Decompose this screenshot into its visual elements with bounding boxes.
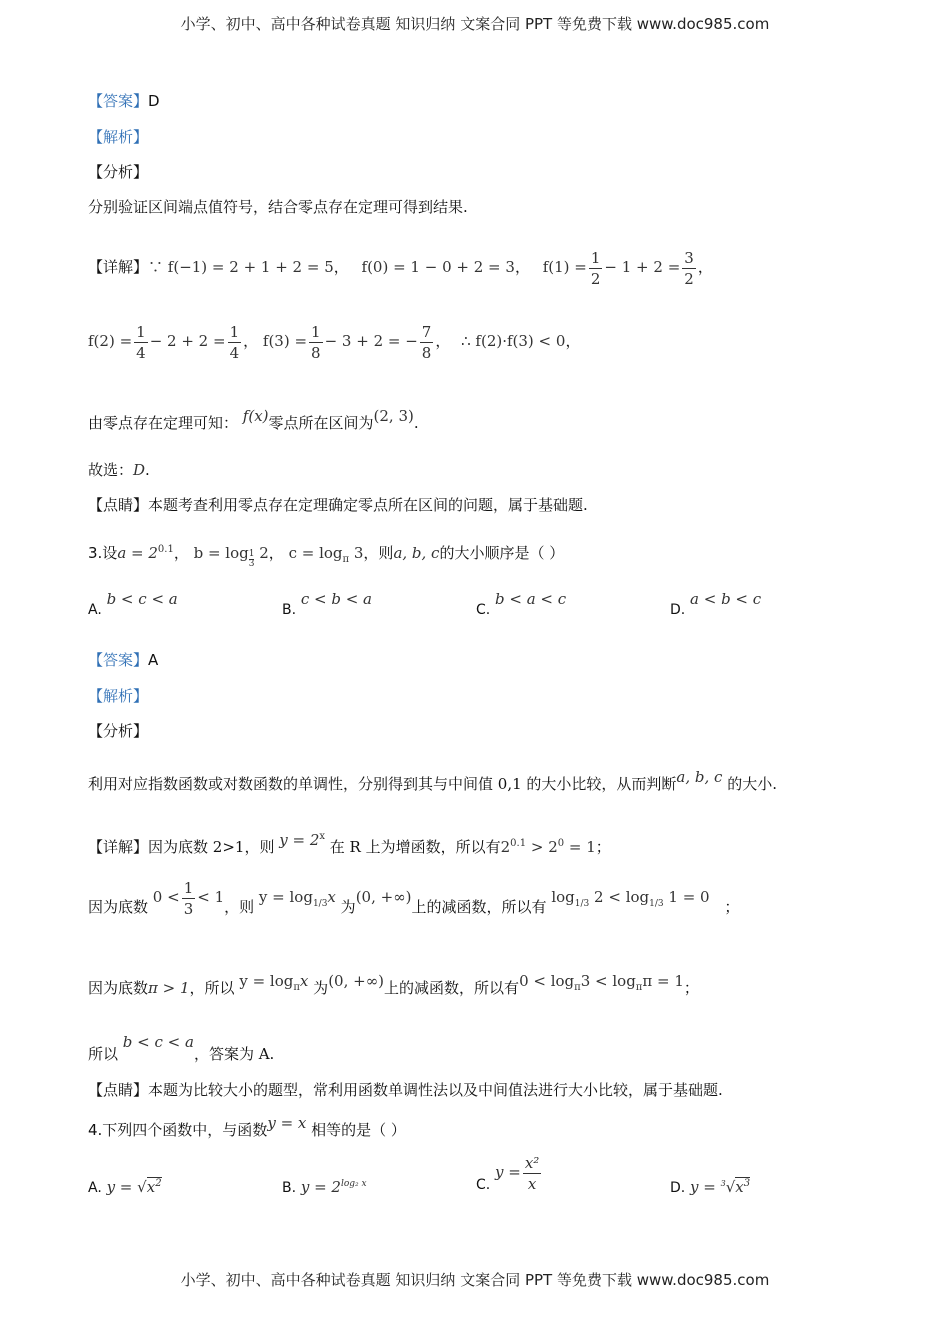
f2-mid: − 2 + 2 = <box>149 332 226 350</box>
abc-vars: a, b, c <box>393 544 440 562</box>
d4-text-a: 所以 <box>88 1045 119 1063</box>
c-def: c = log <box>288 544 343 562</box>
frac-seveneighth: $\frac{7}{8}$ <box>421 322 432 362</box>
answer-value: A <box>148 651 159 669</box>
q3-option-b[interactable] <box>282 590 372 618</box>
jiexi-tag: 【解析】 <box>88 128 149 146</box>
zero-text-a: 由零点存在定理可知： <box>88 414 239 432</box>
stem-tail-a: ，则 <box>363 544 394 562</box>
q2-fenxi-tag <box>88 161 148 183</box>
page-header: 小学、初中、高中各种试卷真题 知识归纳 文案合同 PPT 等免费下载 www.doc985.com <box>180 15 770 33</box>
d2-text-c: 为 <box>340 898 356 916</box>
d2-func: $y = \log_{1/3}x$ <box>258 888 336 909</box>
q4-option-c[interactable] <box>476 1152 543 1205</box>
option-label: D. <box>670 1180 686 1196</box>
answer-value: D <box>148 92 160 110</box>
d3-text-c: 为 <box>313 979 329 997</box>
option-expr: $y = ^3√x^3$ <box>690 1178 751 1196</box>
d2-text-b: ，则 <box>224 898 255 916</box>
option-expr: a < b < c <box>690 590 762 608</box>
xiangjie-tag: 【详解】 <box>88 258 149 276</box>
q2-answer-line <box>88 90 160 112</box>
d4-expr: b < c < a <box>122 1033 194 1051</box>
d4-text-b: ，答案为 A. <box>193 1045 275 1063</box>
xiangjie-tag: 【详解】 <box>88 838 149 856</box>
d3-text-b: ，所以 <box>189 979 235 997</box>
d1-text-a: 因为底数 2>1，则 <box>148 838 275 856</box>
q3-stem: 3.设$a = 2^{0.1}$， b = log $_{\frac{1}{3}}$ 2， $c = \log_\pi 3$，则a, b, c的大小顺序是（ ） <box>88 544 565 569</box>
jiexi-tag: 【解析】 <box>88 687 149 705</box>
f3-mid: − 3 + 2 = − <box>324 332 418 350</box>
q4-stem-a: 4.下列四个函数中，与函数 <box>88 1121 268 1139</box>
q3-dianjing-line <box>88 1079 723 1101</box>
q2-choose-line: 故选：D. <box>88 461 150 479</box>
d1-func: $y = 2^x$ <box>279 831 325 849</box>
fenxi-text-a: 利用对应指数函数或对数函数的单调性，分别得到其与中间值 0,1 的大小比较，从而判断 <box>88 775 677 793</box>
option-label: C. <box>476 1177 491 1193</box>
fenxi-tag: 【分析】 <box>88 163 149 181</box>
d1-text-b: 在 R 上为增函数，所以有 <box>329 838 501 856</box>
abc-vars: a, b, c <box>676 768 723 786</box>
q3-detail-4 <box>88 1022 274 1062</box>
frac-eighth: $\frac{1}{8}$ <box>311 322 321 362</box>
d2-text-a: 因为底数 <box>88 898 149 916</box>
frac-half: $\frac{1}{2}$ <box>590 248 601 288</box>
option-expr: $y = 2^{log_2 x}$ <box>300 1178 367 1196</box>
q4-stem <box>88 1112 406 1141</box>
q3-fenxi-tag <box>88 720 148 742</box>
interval-2-3: (2, 3) <box>373 407 414 425</box>
answer-tag: 【答案】 <box>88 651 149 669</box>
f1-mid: − 1 + 2 = <box>604 258 681 276</box>
c-base: π <box>342 554 350 565</box>
d2-log-ineq: $\log_{1/3} 2 < \log_{1/3} 1 = 0$ <box>551 888 710 909</box>
option-label: A. <box>88 1180 102 1196</box>
dianjing-tag: 【点睛】 <box>88 1081 149 1099</box>
zero-text-b: 零点所在区间为 <box>268 414 374 432</box>
fenxi-text-b: 的大小. <box>727 775 777 793</box>
b-base: 1 3 <box>248 549 255 569</box>
q4-option-d[interactable] <box>670 1164 750 1208</box>
option-label: D. <box>670 602 686 618</box>
stem-tail-b: 的大小顺序是（ ） <box>439 544 565 562</box>
dianjing-text: 本题考查利用零点存在定理确定零点所在区间的问题，属于基础题. <box>148 496 588 514</box>
d1-ineq: $2^{0.1} > 2^0 = 1$ <box>500 838 596 856</box>
d3-text-a: 因为底数 <box>88 979 149 997</box>
q3-detail-1: 【详解】因为底数 2>1，则 $y = 2^x$ 在 R 上为增函数，所以有$2^{0.1} > 2^0 = 1$； <box>88 831 611 856</box>
d3-func: $y = \log_\pi x$ <box>239 972 309 993</box>
page-footer: 小学、初中、高中各种试卷真题 知识归纳 文案合同 PPT 等免费下载 www.doc985.com <box>180 1271 770 1289</box>
d2-text-d: 上的减函数，所以有 <box>411 898 547 916</box>
dianjing-tag: 【点睛】 <box>88 496 149 514</box>
b-def: b = log <box>193 544 249 562</box>
q3-option-a[interactable] <box>88 590 178 618</box>
q4-stem-b: 相等的是（ ） <box>311 1121 406 1139</box>
q4-option-a[interactable] <box>88 1164 162 1208</box>
c-def-group <box>288 544 364 565</box>
f0-expr: f(0) = 1 − 0 + 2 = 3 <box>361 258 515 276</box>
q2-dianjing-line <box>88 494 588 516</box>
q4-stem-func: y = x <box>267 1114 307 1132</box>
q3-option-c[interactable] <box>476 590 566 618</box>
d3-interval: (0, +∞) <box>328 972 385 990</box>
f-neg1-expr: ∵ f(−1) = 2 + 1 + 2 = 5 <box>148 258 334 276</box>
choose-text: 故选： <box>88 461 134 479</box>
option-label: C. <box>476 602 491 618</box>
a-exp: 0.1 <box>157 544 174 555</box>
frac-quarter: $\frac{1}{4}$ <box>136 322 146 362</box>
q4-option-b[interactable] <box>282 1164 367 1208</box>
answer-tag: 【答案】 <box>88 92 149 110</box>
q2-detail-line2: f(2) = $\frac{1}{4}$ − 2 + 2 = $\frac{1}{4}$ ， f(3) = $\frac{1}{8}$ − 3 + 2 = − $\frac{7}{8}$ ， ∴ f(2)·f(3) < 0， <box>88 322 581 362</box>
d3-ineq: $0 < \log_\pi 3 < \log_\pi\pi = 1$ <box>519 972 684 993</box>
b-arg: 2 <box>259 544 269 562</box>
option-expr: $y = √x^2$ <box>106 1178 162 1196</box>
q3-jiexi-tag <box>88 685 148 707</box>
q2-fenxi-text: 分别验证区间端点值符号，结合零点存在定理可得到结果. <box>88 198 468 216</box>
option-label: A. <box>88 602 102 618</box>
option-label: B. <box>282 1180 297 1196</box>
option-expr: c < b < a <box>300 590 372 608</box>
fx-expr: f(x) <box>242 407 269 425</box>
d3-pi: π > 1 <box>148 979 190 997</box>
option-expr: b < c < a <box>106 590 178 608</box>
d2-ineq: 0 < $\frac{1}{3}$ < 1 <box>152 878 225 918</box>
f2-lead: f(2) = <box>88 332 133 350</box>
d2-interval: (0, +∞) <box>355 888 412 906</box>
q2-detail-line1: 【详解】∵ f(−1) = 2 + 1 + 2 = 5， f(0) = 1 − 0 + 2 = 3， f(1) = $\frac{1}{2}$ − 1 + 2 = $\frac{3}{2}$ ， <box>88 248 713 288</box>
f1-lead: f(1) = <box>542 258 587 276</box>
choose-value: D <box>133 461 146 479</box>
d3-text-d: 上的减函数，所以有 <box>384 979 520 997</box>
b-def-group <box>193 544 269 569</box>
q2-jiexi-tag <box>88 126 148 148</box>
q3-answer-line <box>88 649 158 671</box>
frac-quarter-2: $\frac{1}{4}$ <box>229 322 240 362</box>
q3-number: 3.设 <box>88 544 118 562</box>
option-expr: y = $\frac{\text{x²}}{x}$ <box>495 1153 540 1193</box>
frac-threehalf: $\frac{3}{2}$ <box>684 248 694 288</box>
q3-fenxi-text <box>88 766 777 795</box>
q3-detail-2: 因为底数 0 < $\frac{1}{3}$ < 1，则 $y = \log_{1/3}x$ 为(0, +∞)上的减函数，所以有 $\log_{1/3} 2 < \log_{1/3} 1 = 0$ ； <box>88 878 740 918</box>
fenxi-tag: 【分析】 <box>88 722 149 740</box>
option-label: B. <box>282 602 297 618</box>
f3-lead: f(3) = <box>262 332 308 350</box>
a-def: a = 2 <box>117 544 158 562</box>
q2-zero-line: 由零点存在定理可知： f(x)零点所在区间为(2, 3). <box>88 407 419 432</box>
q3-option-d[interactable] <box>670 590 761 618</box>
c-arg: 3 <box>353 544 364 562</box>
therefore-expr: ∴ f(2)·f(3) < 0 <box>461 332 566 350</box>
dianjing-text: 本题为比较大小的题型，常利用函数单调性法以及中间值法进行大小比较，属于基础题. <box>148 1081 723 1099</box>
option-expr: b < a < c <box>495 590 567 608</box>
q3-detail-3: 因为底数π > 1，所以 $y = \log_\pi x$ 为(0, +∞)上的减函数，所以有$0 < \log_\pi 3 < \log_\pi\pi = 1$； <box>88 972 699 997</box>
